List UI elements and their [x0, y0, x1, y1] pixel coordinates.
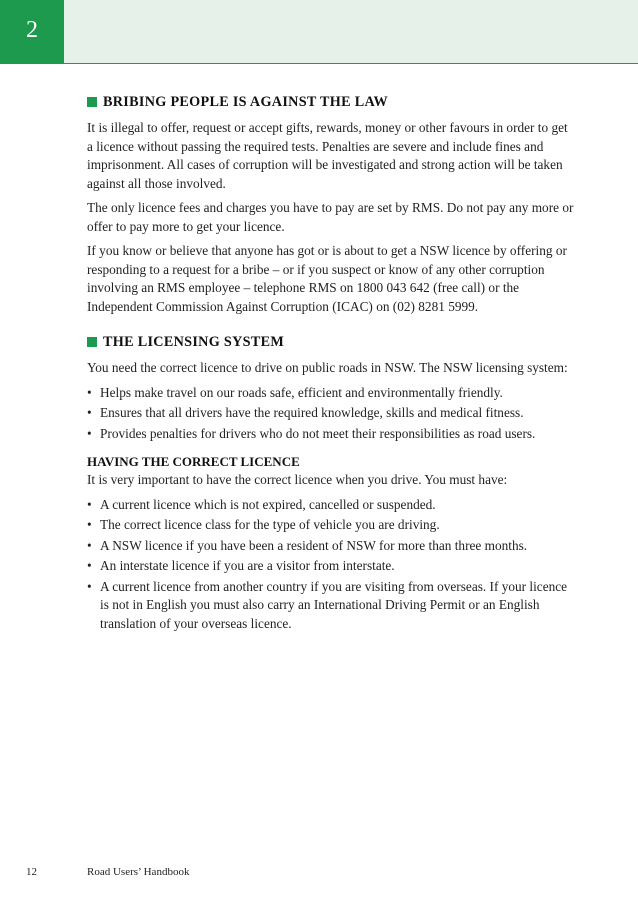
section-heading-text: THE LICENSING SYSTEM	[103, 334, 285, 350]
subheading: HAVING THE CORRECT LICENCE	[87, 454, 300, 469]
list-item: • Ensures that all drivers have the required knowledge, skills and medical fitness.	[87, 404, 574, 423]
bullet-icon: •	[87, 496, 92, 512]
list-item: • Helps make travel on our roads safe, efficient and environmentally friendly.	[87, 384, 574, 403]
paragraph: You need the correct licence to drive on public roads in NSW. The NSW licensing system:	[87, 360, 568, 375]
bullet-icon: •	[87, 425, 92, 441]
bullet-icon: •	[87, 578, 92, 594]
section-heading-bribing	[87, 92, 574, 112]
paragraph: It is illegal to offer, request or accept gifts, rewards, money or other favours in order to get a licence without passing the required tests. Penalties are severe and include fines and imprisonment. All cases of corruption will be investigated and strong action will be taken against all those involved.	[87, 120, 568, 191]
header-band	[0, 0, 638, 64]
list-item: • An interstate licence if you are a visitor from interstate.	[87, 557, 574, 576]
bullet-list	[87, 496, 574, 634]
green-square-icon	[87, 337, 97, 347]
paragraph: It is very important to have the correct licence when you drive. You must have:	[87, 472, 508, 487]
footer-title: Road Users’ Handbook	[87, 866, 190, 878]
list-item: • Provides penalties for drivers who do not meet their responsibilities as road users.	[87, 425, 574, 444]
list-item: • A current licence which is not expired, cancelled or suspended.	[87, 496, 574, 515]
section-heading-text: BRIBING PEOPLE IS AGAINST THE LAW	[103, 94, 388, 110]
bullet-list	[87, 384, 574, 444]
page-content	[87, 92, 574, 635]
section-heading-licensing	[87, 332, 574, 352]
list-item: • A current licence from another country if you are visiting from overseas. If your licence is not in English you must also carry an International Driving Permit or an English translation of your overseas licence.	[87, 578, 568, 631]
bullet-icon: •	[87, 405, 92, 420]
list-item: • The correct licence class for the type of vehicle you are driving.	[87, 516, 574, 535]
bullet-icon: •	[87, 558, 92, 573]
bullet-icon: •	[87, 384, 92, 400]
bullet-icon: •	[87, 537, 92, 553]
page-number: 12	[26, 866, 37, 878]
green-square-icon	[87, 97, 97, 107]
chapter-number: 2	[26, 17, 38, 43]
header-rule	[64, 63, 638, 64]
paragraph: If you know or believe that anyone has got or is about to get a NSW licence by offering or responding to a request for a bribe – or if you suspect or know of any other corruption involving an RMS employee – telephone RMS on 1800 043 642 (free call) or the Independent Commission Against Corruption (ICAC) on (02) 8281 5999.	[87, 243, 567, 314]
bullet-icon: •	[87, 517, 92, 532]
list-item: • A NSW licence if you have been a resident of NSW for more than three months.	[87, 537, 574, 556]
paragraph: The only licence fees and charges you have to pay are set by RMS. Do not pay any more or offer to pay more to get your licence.	[87, 200, 574, 234]
chapter-marker	[0, 0, 64, 64]
